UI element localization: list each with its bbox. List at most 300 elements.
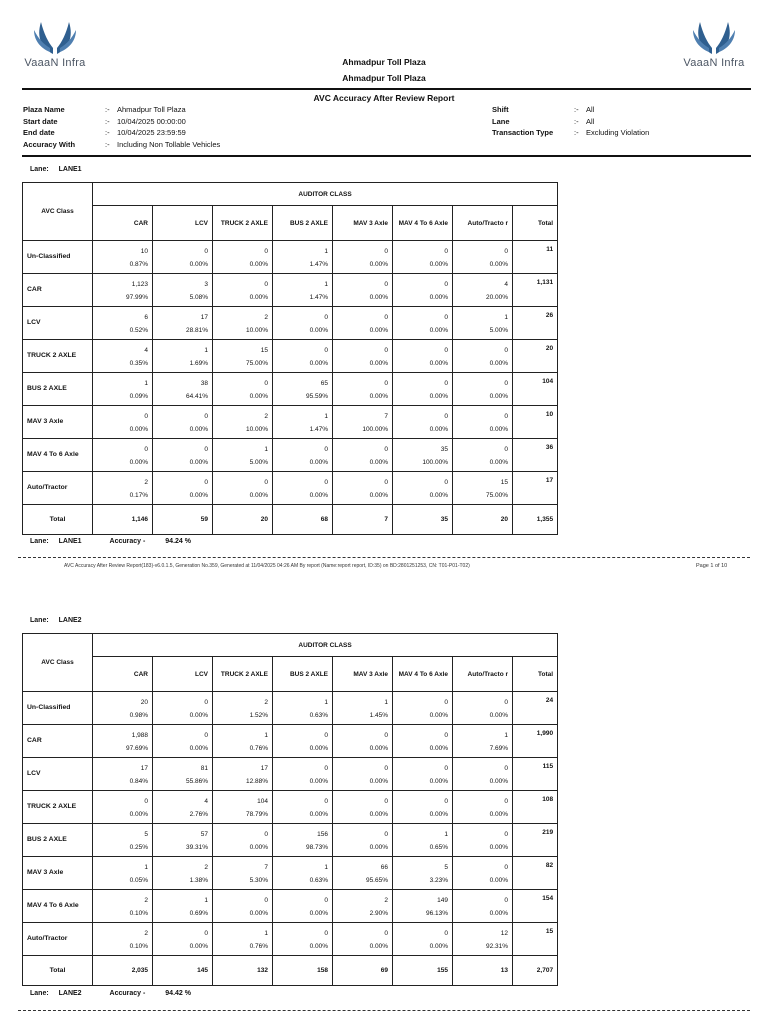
cell-percent: 0.00% (249, 909, 268, 917)
cell-count: 0 (384, 831, 388, 838)
cell-count: 0 (444, 732, 448, 739)
matrix-cell (273, 472, 333, 505)
param-value: Including Non Tollable Vehicles (117, 139, 221, 149)
row-label: Un-Classified (23, 241, 93, 274)
avc-class-header: AVC Class (23, 183, 93, 241)
matrix-cell (153, 373, 213, 406)
cell-percent: 0.00% (309, 359, 328, 367)
param-label: Transaction Type (492, 128, 554, 137)
cell-count: 6 (144, 314, 148, 321)
lane-name: LANE1 (58, 166, 82, 173)
cell-count: 0 (444, 479, 448, 486)
column-header: Auto/Tracto r (453, 206, 513, 241)
table-row (23, 725, 558, 758)
cell-percent: 0.00% (369, 260, 388, 268)
row-total: 108 (513, 791, 558, 824)
matrix-cell (393, 791, 453, 824)
lane-label: Lane: (30, 990, 49, 997)
cell-percent: 12.88% (245, 777, 268, 785)
matrix-cell (273, 439, 333, 472)
cell-percent: 0.00% (369, 359, 388, 367)
param-value: Ahmadpur Toll Plaza (117, 105, 186, 114)
cell-percent: 0.00% (249, 843, 268, 851)
matrix-cell (93, 923, 153, 956)
header-row (23, 183, 558, 206)
param-value: 10/04/2025 00:00:00 (117, 116, 186, 126)
matrix-cell (453, 857, 513, 890)
cell-count: 0 (264, 897, 268, 904)
cell-count: 5 (144, 831, 148, 838)
cell-percent: 0.00% (249, 491, 268, 499)
matrix-cell (213, 373, 273, 406)
matrix-cell (333, 340, 393, 373)
param-sep: :- (574, 128, 579, 137)
lane-accuracy (30, 990, 191, 997)
param-sep: :- (574, 105, 579, 114)
matrix-cell (213, 923, 273, 956)
accuracy-label: Accuracy - (109, 990, 146, 997)
cell-percent: 97.69% (125, 744, 148, 752)
cell-percent: 0.00% (369, 491, 388, 499)
cell-percent: 0.00% (189, 711, 208, 719)
matrix-cell (393, 472, 453, 505)
matrix-cell (393, 373, 453, 406)
cell-percent: 0.00% (309, 810, 328, 818)
matrix-cell (93, 692, 153, 725)
row-total: 154 (513, 890, 558, 923)
lane-name: LANE2 (58, 990, 82, 997)
cell-percent: 0.00% (129, 425, 148, 433)
row-total: 20 (513, 340, 558, 373)
cell-percent: 0.00% (429, 744, 448, 752)
column-total: 69 (333, 956, 393, 986)
cell-count: 0 (264, 479, 268, 486)
cell-count: 0 (384, 446, 388, 453)
matrix-cell (213, 340, 273, 373)
param-sep: :- (574, 116, 579, 126)
matrix-cell (273, 692, 333, 725)
cell-percent: 5.00% (489, 326, 508, 334)
table-row (23, 439, 558, 472)
cell-percent: 0.00% (489, 777, 508, 785)
matrix-cell (153, 824, 213, 857)
cell-count: 15 (500, 479, 508, 486)
cell-count: 0 (144, 446, 148, 453)
totals-label: Total (23, 956, 93, 986)
column-header-row (23, 657, 558, 692)
row-label: LCV (23, 758, 93, 791)
accuracy-label: Accuracy - (109, 538, 146, 545)
cell-percent: 1.47% (309, 293, 328, 301)
matrix-cell (333, 890, 393, 923)
cell-count: 0 (384, 347, 388, 354)
matrix-cell (213, 241, 273, 274)
cell-count: 0 (144, 413, 148, 420)
matrix-cell (273, 274, 333, 307)
cell-percent: 0.00% (189, 458, 208, 466)
page-break-divider (18, 557, 750, 558)
cell-count: 0 (204, 248, 208, 255)
cell-percent: 0.00% (489, 458, 508, 466)
cell-count: 0 (504, 831, 508, 838)
cell-percent: 0.00% (189, 260, 208, 268)
param-sep: :- (105, 105, 110, 114)
matrix-cell (393, 758, 453, 791)
param-value: All (586, 116, 595, 126)
cell-percent: 10.00% (245, 326, 268, 334)
cell-percent: 0.00% (369, 777, 388, 785)
cell-percent: 0.00% (369, 942, 388, 950)
cell-count: 2 (384, 897, 388, 904)
cell-percent: 0.00% (369, 293, 388, 301)
cell-count: 0 (384, 798, 388, 805)
cell-count: 1 (324, 699, 328, 706)
cell-count: 0 (444, 699, 448, 706)
matrix-cell (213, 758, 273, 791)
matrix-cell (93, 340, 153, 373)
cell-percent: 0.00% (429, 326, 448, 334)
param-sep: :- (105, 116, 110, 126)
param-label: Start date (23, 116, 58, 126)
column-header: MAV 4 To 6 Axle (393, 657, 453, 692)
row-total: 1,990 (513, 725, 558, 758)
cell-percent: 0.00% (249, 392, 268, 400)
cell-count: 0 (384, 930, 388, 937)
matrix-cell (393, 725, 453, 758)
matrix-cell (333, 406, 393, 439)
matrix-cell (213, 472, 273, 505)
matrix-cell (153, 274, 213, 307)
row-total: 11 (513, 241, 558, 274)
cell-count: 1 (324, 413, 328, 420)
row-label: LCV (23, 307, 93, 340)
row-label: Un-Classified (23, 692, 93, 725)
matrix-cell (333, 439, 393, 472)
cell-percent: 7.69% (489, 744, 508, 752)
matrix-cell (153, 406, 213, 439)
column-header: TRUCK 2 AXLE (213, 206, 273, 241)
cell-count: 0 (444, 798, 448, 805)
column-header: CAR (93, 206, 153, 241)
cell-percent: 1.38% (189, 876, 208, 884)
cell-percent: 0.00% (429, 711, 448, 719)
matrix-cell (333, 307, 393, 340)
cell-percent: 2.90% (369, 909, 388, 917)
cell-percent: 0.00% (369, 843, 388, 851)
cell-count: 0 (384, 765, 388, 772)
cell-percent: 0.00% (489, 711, 508, 719)
row-total: 15 (513, 923, 558, 956)
cell-count: 0 (264, 831, 268, 838)
column-header: BUS 2 AXLE (273, 657, 333, 692)
cell-percent: 0.65% (429, 843, 448, 851)
cell-percent: 0.00% (489, 425, 508, 433)
table-row (23, 923, 558, 956)
matrix-cell (333, 923, 393, 956)
column-total: 59 (153, 505, 213, 535)
matrix-cell (153, 692, 213, 725)
cell-count: 0 (324, 930, 328, 937)
table-row (23, 857, 558, 890)
cell-count: 17 (140, 765, 148, 772)
matrix-cell (273, 824, 333, 857)
cell-count: 0 (504, 248, 508, 255)
cell-count: 0 (264, 248, 268, 255)
matrix-cell (453, 758, 513, 791)
auditor-class-header: AUDITOR CLASS (93, 183, 558, 206)
matrix-cell (213, 725, 273, 758)
cell-percent: 5.08% (189, 293, 208, 301)
row-total: 115 (513, 758, 558, 791)
matrix-cell (273, 241, 333, 274)
cell-percent: 0.00% (369, 458, 388, 466)
row-label: MAV 4 To 6 Axle (23, 890, 93, 923)
cell-percent: 97.99% (125, 293, 148, 301)
cell-count: 0 (444, 314, 448, 321)
column-header: Total (513, 657, 558, 692)
cell-percent: 0.76% (249, 744, 268, 752)
cell-count: 17 (200, 314, 208, 321)
cell-percent: 0.00% (309, 909, 328, 917)
cell-percent: 0.00% (129, 810, 148, 818)
cell-percent: 3.23% (429, 876, 448, 884)
cell-percent: 0.00% (429, 392, 448, 400)
cell-count: 20 (140, 699, 148, 706)
cell-percent: 0.00% (429, 425, 448, 433)
cell-count: 15 (260, 347, 268, 354)
matrix-cell (213, 307, 273, 340)
table-row (23, 241, 558, 274)
cell-count: 7 (264, 864, 268, 871)
matrix-cell (153, 472, 213, 505)
cell-count: 0 (384, 248, 388, 255)
matrix-cell (453, 439, 513, 472)
matrix-cell (93, 758, 153, 791)
cell-percent: 0.63% (309, 876, 328, 884)
column-total: 20 (213, 505, 273, 535)
matrix-cell (93, 274, 153, 307)
cell-count: 0 (504, 798, 508, 805)
param-label: Accuracy With (23, 139, 76, 149)
row-label: Auto/Tractor (23, 472, 93, 505)
column-header: MAV 4 To 6 Axle (393, 206, 453, 241)
matrix-cell (93, 406, 153, 439)
matrix-cell (393, 241, 453, 274)
cell-count: 0 (504, 347, 508, 354)
cell-count: 0 (504, 446, 508, 453)
lane-header (30, 166, 90, 173)
matrix-cell (333, 791, 393, 824)
cell-count: 1 (324, 864, 328, 871)
cell-count: 65 (320, 380, 328, 387)
matrix-cell (153, 857, 213, 890)
matrix-cell (153, 758, 213, 791)
lane-name: LANE1 (58, 538, 82, 545)
matrix-cell (153, 725, 213, 758)
matrix-cell (273, 406, 333, 439)
cell-percent: 0.00% (489, 876, 508, 884)
cell-percent: 0.00% (489, 909, 508, 917)
cell-count: 2 (264, 413, 268, 420)
cell-count: 35 (440, 446, 448, 453)
matrix-cell (213, 890, 273, 923)
param-label: End date (23, 128, 55, 137)
column-header: BUS 2 AXLE (273, 206, 333, 241)
row-label: CAR (23, 725, 93, 758)
matrix-cell (213, 791, 273, 824)
matrix-cell (93, 472, 153, 505)
totals-row (23, 956, 558, 986)
cell-count: 0 (444, 930, 448, 937)
cell-count: 0 (324, 446, 328, 453)
matrix-cell (153, 340, 213, 373)
column-header: MAV 3 Axle (333, 657, 393, 692)
cell-percent: 5.30% (249, 876, 268, 884)
cell-count: 0 (504, 897, 508, 904)
cell-percent: 0.00% (309, 326, 328, 334)
cell-count: 1 (444, 831, 448, 838)
cell-percent: 0.00% (189, 942, 208, 950)
matrix-cell (453, 274, 513, 307)
cell-count: 57 (200, 831, 208, 838)
column-total: 35 (393, 505, 453, 535)
cell-percent: 0.00% (249, 260, 268, 268)
cell-percent: 0.00% (309, 777, 328, 785)
matrix-cell (213, 406, 273, 439)
cell-percent: 0.69% (189, 909, 208, 917)
matrix-cell (273, 923, 333, 956)
lane-header (30, 617, 90, 624)
lane-accuracy (30, 538, 191, 545)
cell-count: 4 (144, 347, 148, 354)
cell-count: 2 (264, 314, 268, 321)
param-value: 10/04/2025 23:59:59 (117, 128, 186, 137)
matrix-cell (393, 307, 453, 340)
cell-percent: 0.00% (309, 491, 328, 499)
cell-percent: 0.00% (309, 458, 328, 466)
cell-count: 1 (504, 732, 508, 739)
cell-count: 0 (384, 380, 388, 387)
row-label: TRUCK 2 AXLE (23, 340, 93, 373)
matrix-cell (273, 725, 333, 758)
cell-percent: 0.52% (129, 326, 148, 334)
cell-count: 0 (504, 765, 508, 772)
param-label: Lane (492, 116, 510, 126)
matrix-cell (393, 824, 453, 857)
matrix-cell (453, 824, 513, 857)
cell-count: 38 (200, 380, 208, 387)
matrix-cell (453, 406, 513, 439)
matrix-cell (93, 791, 153, 824)
cell-count: 1 (384, 699, 388, 706)
cell-percent: 0.00% (489, 843, 508, 851)
cell-count: 0 (324, 798, 328, 805)
matrix-cell (93, 307, 153, 340)
logo-text: VaaaN Infra (24, 57, 86, 69)
lane-name: LANE2 (58, 617, 82, 624)
cell-count: 1 (204, 347, 208, 354)
cell-count: 0 (504, 413, 508, 420)
matrix-cell (333, 857, 393, 890)
column-total: 132 (213, 956, 273, 986)
cell-count: 0 (324, 897, 328, 904)
column-total: 13 (453, 956, 513, 986)
cell-percent: 0.00% (249, 293, 268, 301)
cell-count: 1 (264, 446, 268, 453)
cell-count: 0 (324, 479, 328, 486)
cell-count: 149 (437, 897, 448, 904)
cell-count: 0 (324, 314, 328, 321)
cell-percent: 55.86% (185, 777, 208, 785)
cell-count: 1 (144, 380, 148, 387)
cell-count: 1 (144, 864, 148, 871)
column-header: Auto/Tracto r (453, 657, 513, 692)
cell-percent: 0.09% (129, 392, 148, 400)
cell-percent: 0.00% (369, 810, 388, 818)
cell-percent: 20.00% (485, 293, 508, 301)
cell-count: 0 (144, 798, 148, 805)
matrix-cell (453, 241, 513, 274)
cell-percent: 1.47% (309, 425, 328, 433)
cell-percent: 0.05% (129, 876, 148, 884)
cell-count: 0 (264, 281, 268, 288)
cell-percent: 2.76% (189, 810, 208, 818)
table-row (23, 274, 558, 307)
matrix-cell (153, 923, 213, 956)
column-total: 1,355 (513, 505, 558, 535)
cell-percent: 0.00% (369, 392, 388, 400)
cell-percent: 64.41% (185, 392, 208, 400)
column-total: 145 (153, 956, 213, 986)
cell-count: 0 (444, 380, 448, 387)
cell-count: 0 (384, 314, 388, 321)
plaza-title-1: Ahmadpur Toll Plaza (342, 57, 426, 67)
matrix-cell (453, 472, 513, 505)
cell-percent: 0.00% (429, 260, 448, 268)
cell-percent: 0.10% (129, 909, 148, 917)
accuracy-value: 94.24 % (165, 538, 191, 545)
matrix-cell (453, 791, 513, 824)
matrix-cell (393, 857, 453, 890)
matrix-cell (333, 373, 393, 406)
matrix-cell (153, 241, 213, 274)
report-footer: AVC Accuracy After Review Report(183)-v6.0.1.5, Generation No.359, Generated at 11/04/2025 04:26 AM By report (Name:report report, ID:35) on BD:2801251253, CN: T01-P01-T02) (64, 563, 470, 569)
cell-percent: 0.10% (129, 942, 148, 950)
matrix-cell (273, 307, 333, 340)
matrix-cell (393, 439, 453, 472)
cell-percent: 5.00% (249, 458, 268, 466)
cell-percent: 0.00% (489, 260, 508, 268)
matrix-cell (273, 758, 333, 791)
column-total: 7 (333, 505, 393, 535)
matrix-cell (213, 692, 273, 725)
cell-count: 0 (204, 446, 208, 453)
cell-percent: 92.31% (485, 942, 508, 950)
table-row (23, 373, 558, 406)
cell-count: 0 (444, 347, 448, 354)
cell-count: 0 (444, 413, 448, 420)
column-header: CAR (93, 657, 153, 692)
cell-count: 0 (204, 930, 208, 937)
cell-count: 1,123 (131, 281, 148, 288)
cell-count: 17 (260, 765, 268, 772)
cell-percent: 0.00% (309, 744, 328, 752)
row-label: TRUCK 2 AXLE (23, 791, 93, 824)
column-header: Total (513, 206, 558, 241)
matrix-cell (393, 406, 453, 439)
cell-count: 0 (324, 732, 328, 739)
row-label: BUS 2 AXLE (23, 373, 93, 406)
